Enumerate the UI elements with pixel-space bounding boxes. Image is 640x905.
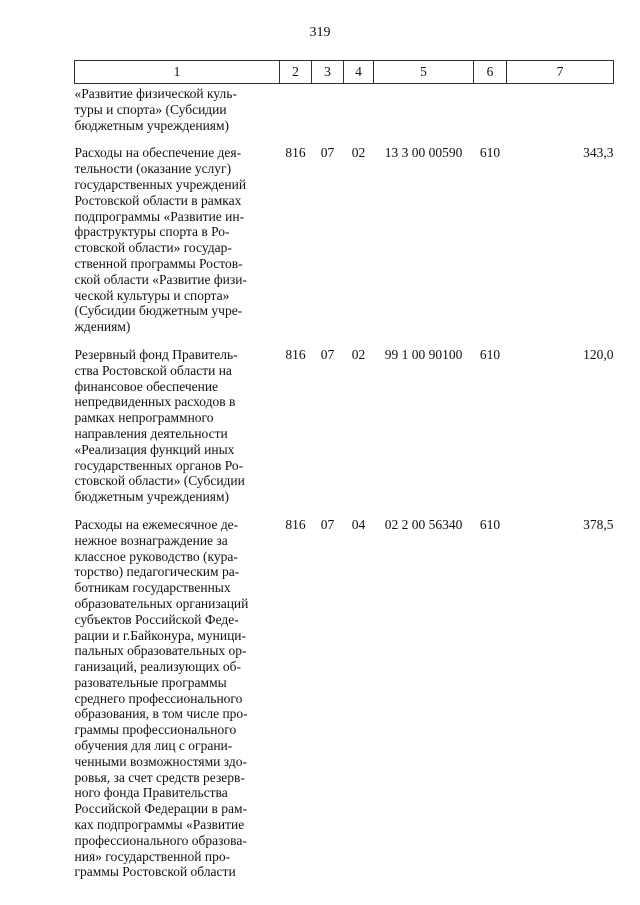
row-col-5 [374, 84, 474, 134]
row-col-2 [280, 84, 312, 134]
row-col-4 [344, 84, 374, 134]
header-col-1: 1 [75, 61, 280, 84]
header-col-5: 5 [374, 61, 474, 84]
header-row [75, 61, 614, 84]
budget-table [74, 60, 614, 880]
row-col-3: 07 [320, 145, 335, 161]
table-row [75, 505, 614, 880]
header-col-6: 6 [474, 61, 507, 84]
header-col-4: 4 [344, 61, 374, 84]
row-col-2: 816 [285, 145, 306, 161]
header-col-7: 7 [507, 61, 614, 84]
row-col-7: 343,3 [583, 145, 614, 161]
page-number: 319 [309, 25, 331, 40]
header-col-2: 2 [280, 61, 312, 84]
row-description: «Развитие физической куль- туры и спорта» (Субсидии бюджетным учреждениям) [74, 86, 237, 133]
row-col-7: 378,5 [583, 516, 614, 532]
row-col-2: 816 [285, 516, 306, 532]
row-col-3: 07 [320, 516, 335, 532]
row-col-4: 04 [351, 516, 366, 532]
row-col-6: 610 [479, 145, 501, 161]
table-row [75, 133, 614, 335]
row-description: Расходы на обеспечение дея- тельности (оказание услуг) государственных учреждений Ростовской области в рамках подпрограммы «Развитие ин- фраструктуры спорта в Ро- стовской области» государ- ственной программы Ростов- ской области «Развитие физи- ческой культуры и спорта» (Субсидии бюджетным учре- ждениям) [74, 145, 247, 335]
row-col-5: 99 1 00 90100 [384, 346, 463, 362]
row-col-6: 610 [479, 516, 501, 532]
row-col-6 [474, 84, 507, 134]
row-col-3: 07 [320, 346, 335, 362]
table-row [75, 335, 614, 505]
row-description: Расходы на ежемесячное де- нежное вознаграждение за классное руководство (кура- торство) педагогическим ра- ботникам государственных образовательных организаций субъектов Российской Феде- рации и г.Байконура, муници- пальных образовательных ор- ганизаций, реализующих об- разовательные программы среднего профессионального образования, в том числе про- граммы профессионального обучения для лиц с ограни- ченными возможностями здо- ровья, за счет средств резерв- ного фонда Правительства Российской Федерации в рам- ках подпрограммы «Развитие профессионального образова- ния» государственной про- граммы Ростовской области [74, 516, 249, 880]
row-col-2: 816 [285, 346, 306, 362]
row-description: Резервный фонд Правитель- ства Ростовской области на финансовое обеспечение непредвиденных расходов в рамках непрограммного направления деятельности «Реализация функций иных государственных органов Ро- стовской области» (Субсидии бюджетным учреждениям) [74, 346, 245, 505]
row-col-4: 02 [351, 346, 366, 362]
row-col-7: 120,0 [583, 346, 614, 362]
row-col-3 [312, 84, 344, 134]
row-col-5: 13 3 00 00590 [384, 145, 463, 161]
row-col-4: 02 [351, 145, 366, 161]
header-col-3: 3 [312, 61, 344, 84]
table-row [75, 84, 614, 134]
row-col-7 [507, 84, 614, 134]
row-col-5: 02 2 00 56340 [384, 516, 463, 532]
row-col-6: 610 [479, 346, 501, 362]
